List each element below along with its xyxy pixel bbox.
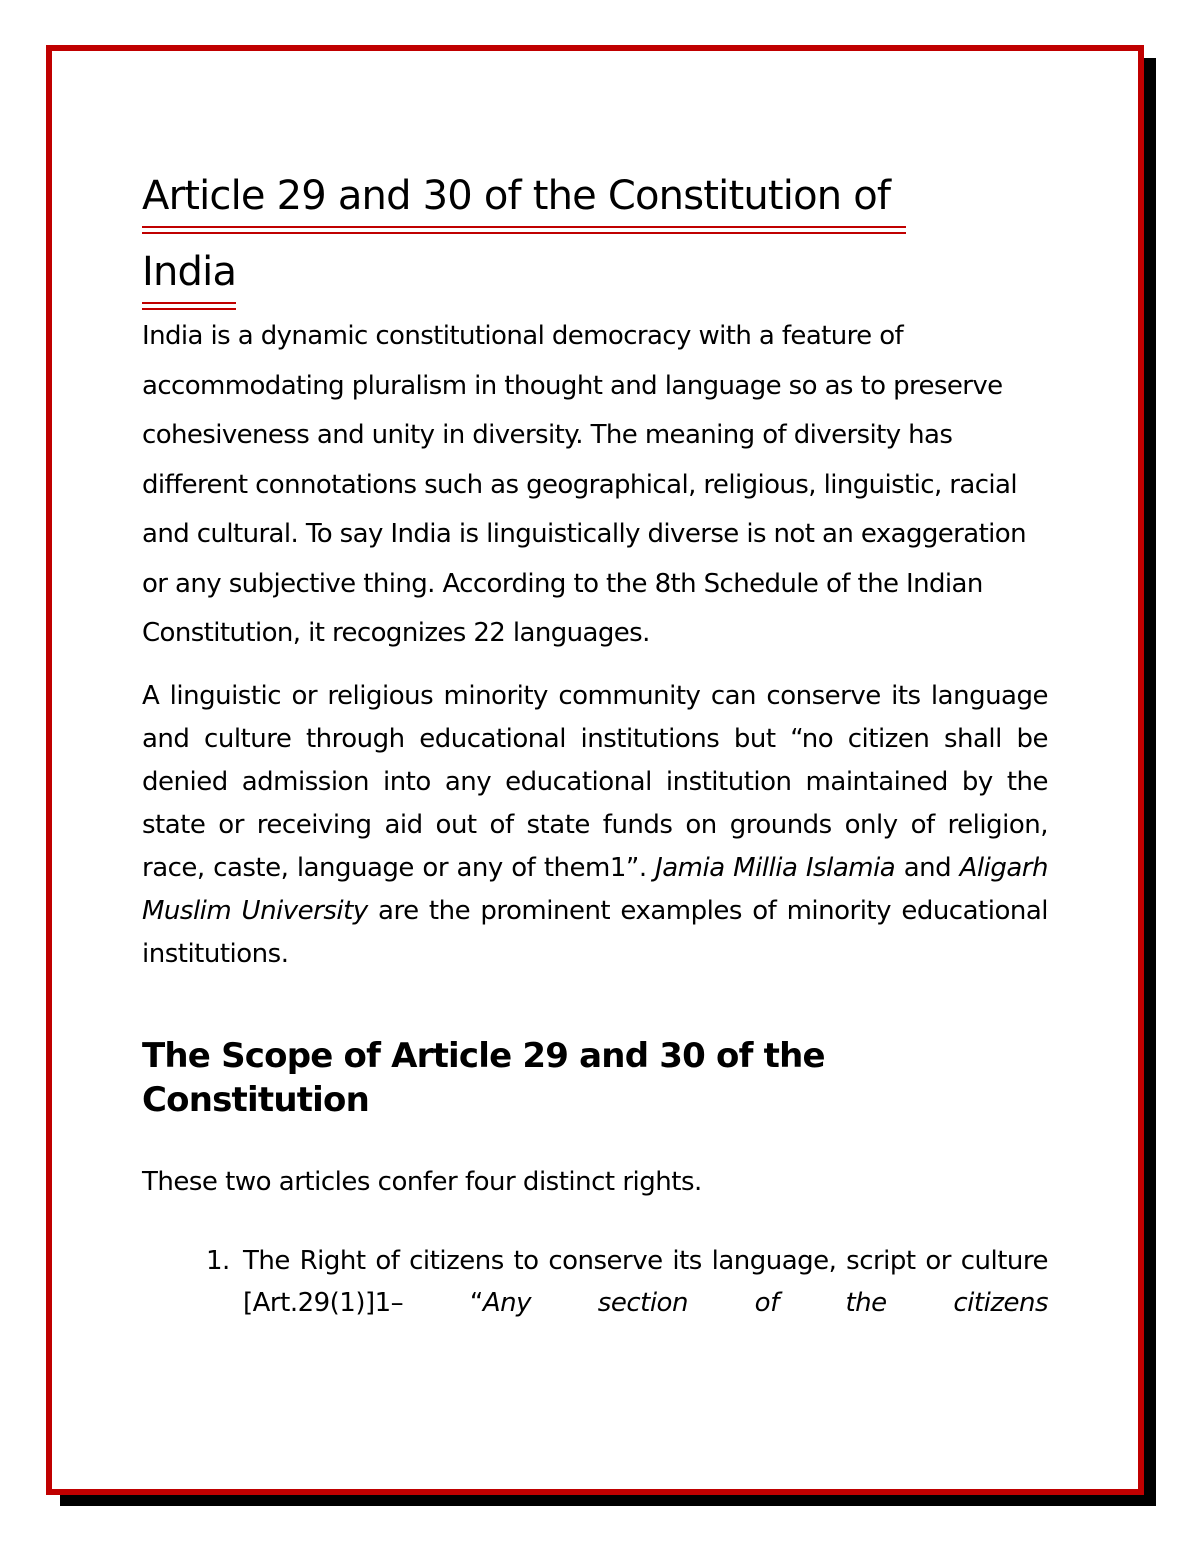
intro-paragraph: India is a dynamic constitutional democracy with a feature of accommodating pluralism in thought and language so as to preserve cohesiveness and unity in diversity. The meaning of diversity has different connotations such as geographical, religious, linguistic, racial and cultural. To say India is linguistically diverse is not an exaggeration or any subjective thing. According to the 8th Schedule of the Indian Constitution, it recognizes 22 languages. <box>142 321 1026 648</box>
jamia-millia-islamia: Jamia Millia Islamia <box>655 852 896 883</box>
list-item-text: The Right of citizens to conserve its language, script or culture [Art.29(1)]1– “ <box>243 1245 1048 1318</box>
list-item-italic-text: Any section of the citizens <box>482 1287 1048 1318</box>
aligarh-muslim-university: Aligarh Muslim University <box>142 852 1048 926</box>
title-line-2: India <box>142 236 236 312</box>
list-item-number: 1. <box>206 1245 230 1276</box>
title-line-1: Article 29 and 30 of the Constitution of <box>142 160 890 236</box>
minority-paragraph <box>142 675 1048 976</box>
minority-paragraph-text-2: and <box>895 852 960 883</box>
scope-heading: The Scope of Article 29 and 30 of the Constitution <box>142 1035 825 1120</box>
rights-intro: These two articles confer four distinct rights. <box>142 1166 702 1197</box>
document-title <box>142 160 1048 312</box>
document-content <box>142 160 1048 1324</box>
rights-list <box>142 1240 1048 1324</box>
list-item <box>142 1240 1048 1324</box>
minority-paragraph-text-3: are the prominent examples of minority educational institutions. <box>142 895 1048 969</box>
minority-paragraph-text-1: A linguistic or religious minority community can conserve its language and culture through educational institutions but “no citizen shall be denied admission into any educational institution maintained by the state or receiving aid out of state funds on grounds only of religion, race, caste, language or any of them1”. <box>142 680 1048 883</box>
